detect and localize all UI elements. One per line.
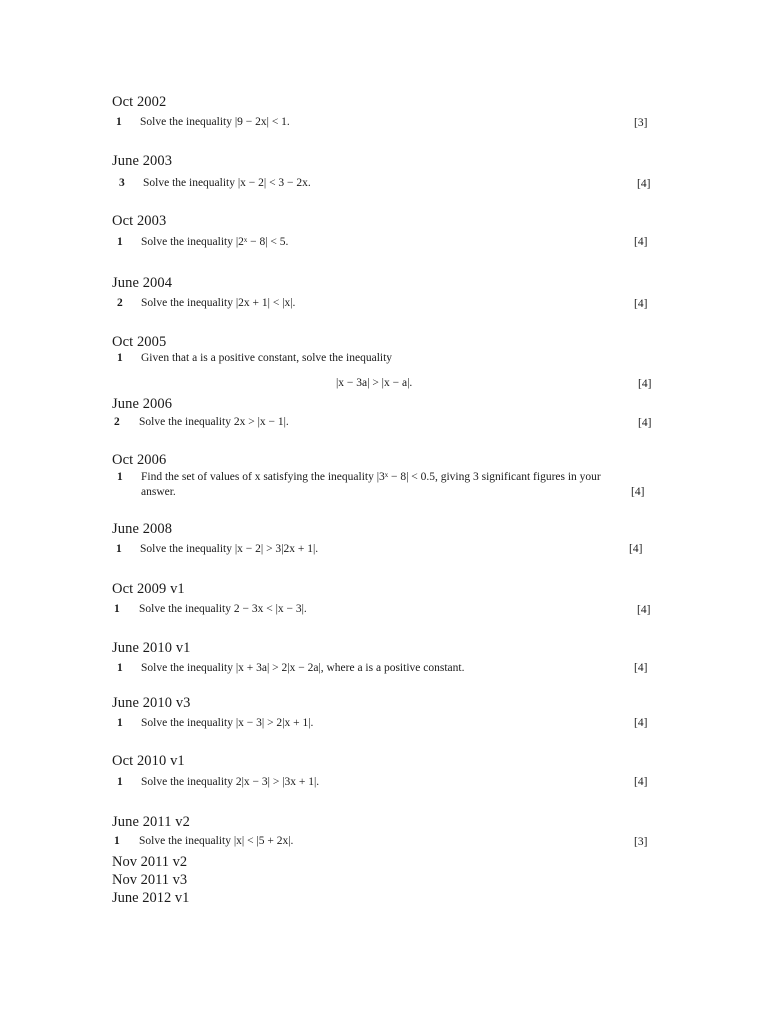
question-number: 1 [117, 236, 123, 248]
question-number: 1 [117, 471, 123, 483]
question-text: Solve the inequality |x| < |5 + 2x|. [139, 835, 294, 847]
marks-label: [4] [637, 178, 651, 190]
marks-label: [3] [634, 836, 648, 848]
marks-label: [4] [634, 236, 648, 248]
marks-label: [4] [634, 717, 648, 729]
marks-label: [3] [634, 117, 648, 129]
marks-label: [4] [631, 486, 645, 498]
section-heading: Nov 2011 v2 [112, 854, 188, 870]
section-heading: June 2008 [112, 521, 173, 537]
marks-label: [4] [634, 298, 648, 310]
section-heading: June 2006 [112, 396, 173, 412]
question-number: 1 [117, 776, 123, 788]
section-heading: June 2010 v1 [112, 640, 191, 656]
question-number: 1 [116, 116, 122, 128]
question-text-continued: |x − 3a| > |x − a|. [336, 377, 413, 389]
question-number: 2 [117, 297, 123, 309]
question-text: Solve the inequality 2x > |x − 1|. [139, 416, 289, 428]
section-heading: Oct 2005 [112, 334, 167, 350]
question-text-continued: answer. [141, 486, 176, 498]
question-number: 1 [117, 352, 123, 364]
question-number: 1 [117, 717, 123, 729]
question-text: Solve the inequality 2|x − 3| > |3x + 1|. [141, 776, 320, 788]
question-number: 1 [114, 835, 120, 847]
question-text: Find the set of values of x satisfying the inequality |3ˣ − 8| < 0.5, giving 3 significant figures in your [141, 471, 601, 483]
question-text: Solve the inequality |2x + 1| < |x|. [141, 297, 296, 309]
question-text: Solve the inequality |x + 3a| > 2|x − 2a|, where a is a positive constant. [141, 662, 465, 674]
section-heading: June 2003 [112, 153, 173, 169]
section-heading: Oct 2010 v1 [112, 753, 185, 769]
question-text: Solve the inequality |x − 2| > 3|2x + 1|. [140, 543, 319, 555]
section-heading: Nov 2011 v3 [112, 872, 188, 888]
question-number: 1 [114, 603, 120, 615]
section-heading: June 2010 v3 [112, 695, 191, 711]
section-heading: Oct 2002 [112, 94, 167, 110]
section-heading: June 2011 v2 [112, 814, 190, 830]
question-text: Solve the inequality |2ˣ − 8| < 5. [141, 236, 289, 248]
question-text: Solve the inequality |x − 2| < 3 − 2x. [143, 177, 311, 189]
marks-label: [4] [634, 662, 648, 674]
question-text: Solve the inequality |9 − 2x| < 1. [140, 116, 290, 128]
question-number: 1 [116, 543, 122, 555]
marks-label: [4] [638, 417, 652, 429]
question-number: 1 [117, 662, 123, 674]
marks-label: [4] [638, 378, 652, 390]
section-heading: Oct 2006 [112, 452, 167, 468]
question-number: 2 [114, 416, 120, 428]
question-text: Given that a is a positive constant, solve the inequality [141, 352, 393, 364]
marks-label: [4] [629, 543, 643, 555]
section-heading: June 2004 [112, 275, 173, 291]
section-heading: June 2012 v1 [112, 890, 190, 906]
question-text: Solve the inequality 2 − 3x < |x − 3|. [139, 603, 307, 615]
question-text: Solve the inequality |x − 3| > 2|x + 1|. [141, 717, 314, 729]
marks-label: [4] [637, 604, 651, 616]
section-heading: Oct 2009 v1 [112, 581, 185, 597]
question-number: 3 [119, 177, 125, 189]
section-heading: Oct 2003 [112, 213, 167, 229]
marks-label: [4] [634, 776, 648, 788]
